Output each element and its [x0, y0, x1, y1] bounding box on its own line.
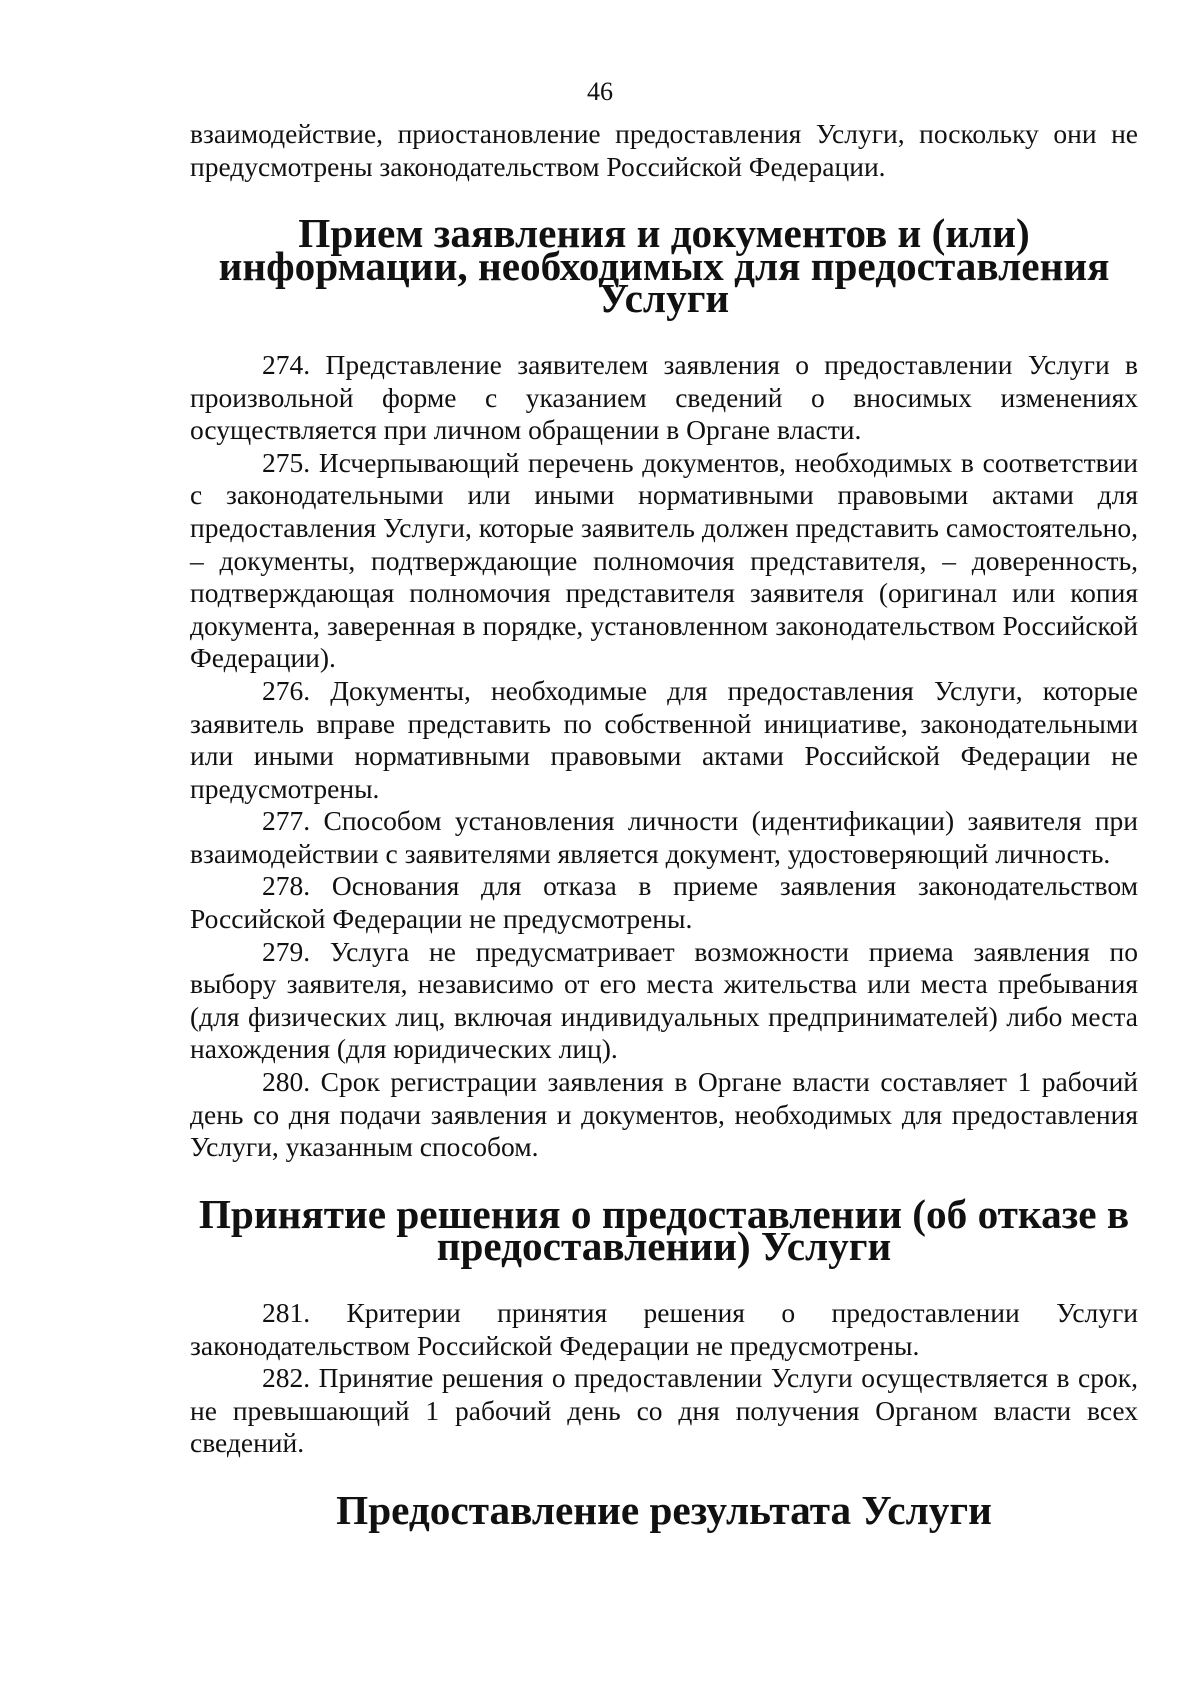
document-body [190, 118, 1139, 1533]
paragraph-276 [190, 675, 1138, 805]
paragraph-number: 281. [262, 1297, 311, 1328]
paragraph-text: Способом установления личности (идентификации) заявителя при взаимодействии с заявителями является документ, удостоверяющий личность. [190, 805, 1139, 869]
section-heading-result: Предоставление результата Услуги [336, 1486, 992, 1533]
paragraph-text: Критерии принятия решения о предоставлении Услуги законодательством Российской Федерации не предусмотрены. [190, 1297, 1138, 1361]
paragraph-text: Основания для отказа в приеме заявления законодательством Российской Федерации не предусмотрены. [190, 870, 1138, 935]
paragraph-text: Документы, необходимые для предоставления Услуги, которые заявитель вправе представить по собственной инициативе, законодательными или иными нормативными правовыми актами Российской Федерации не предусмотрены. [190, 674, 1138, 804]
paragraph-278 [190, 870, 1138, 935]
paragraph-text: Исчерпывающий перечень документов, необходимых в соответствии с законодательными или иными нормативными правовыми актами для предоставления Услуги, которые заявитель должен представить самостоятельно, – документы, подтверждающие полномочия представителя, – доверенность, подтверждающая полномочия представителя заявителя (оригинал или копия документа, заверенная в порядке, установленном законодательством Российской Федерации). [190, 446, 1139, 674]
paragraph-text: Принятие решения о предоставлении Услуги осуществляется в срок, не превышающий 1 рабочий день со дня получения Органом власти всех сведений. [190, 1362, 1138, 1459]
paragraph-number: 276. [262, 674, 311, 706]
section-heading-reception: Прием заявления и документов и (или) информации, необходимых для предоставления Услуги [218, 210, 1110, 322]
paragraph-text: Услуга не предусматривает возможности приема заявления по выбору заявителя, независимо от его места жительства или места пребывания (для физических лиц, включая индивидуальных предпринимателей) либо места нахождения (для юридических лиц). [190, 935, 1138, 1065]
paragraph-279 [190, 936, 1138, 1066]
paragraph-number: 280. [262, 1066, 311, 1098]
paragraph-number: 282. [262, 1362, 311, 1394]
paragraph-274 [190, 349, 1138, 447]
intro-paragraph: взаимодействие, приостановление предоставления Услуги, поскольку они не предусмотрены законодательством Российской Федерации. [190, 118, 1138, 182]
paragraph-text: Представление заявителем заявления о предоставлении Услуги в произвольной форме с указанием сведений о вносимых изменениях осуществляется при личном обращении в Органе власти. [190, 348, 1138, 446]
paragraph-number: 277. [262, 805, 311, 837]
paragraph-282 [190, 1362, 1138, 1460]
section-heading-decision: Принятие решения о предоставлении (об отказе в предоставлении) Услуги [198, 1190, 1130, 1270]
page-number: 46 [587, 77, 613, 106]
paragraph-281 [190, 1297, 1138, 1362]
paragraph-number: 278. [262, 870, 311, 902]
paragraph-280 [190, 1066, 1138, 1164]
paragraph-number: 275. [262, 446, 311, 478]
paragraph-number: 274. [262, 348, 311, 380]
paragraph-275 [190, 447, 1138, 675]
paragraph-number: 279. [262, 935, 311, 967]
paragraph-text: Срок регистрации заявления в Органе власти составляет 1 рабочий день со дня подачи заявления и документов, необходимых для предоставления Услуги, указанным способом. [190, 1066, 1138, 1163]
paragraph-277 [190, 805, 1138, 870]
